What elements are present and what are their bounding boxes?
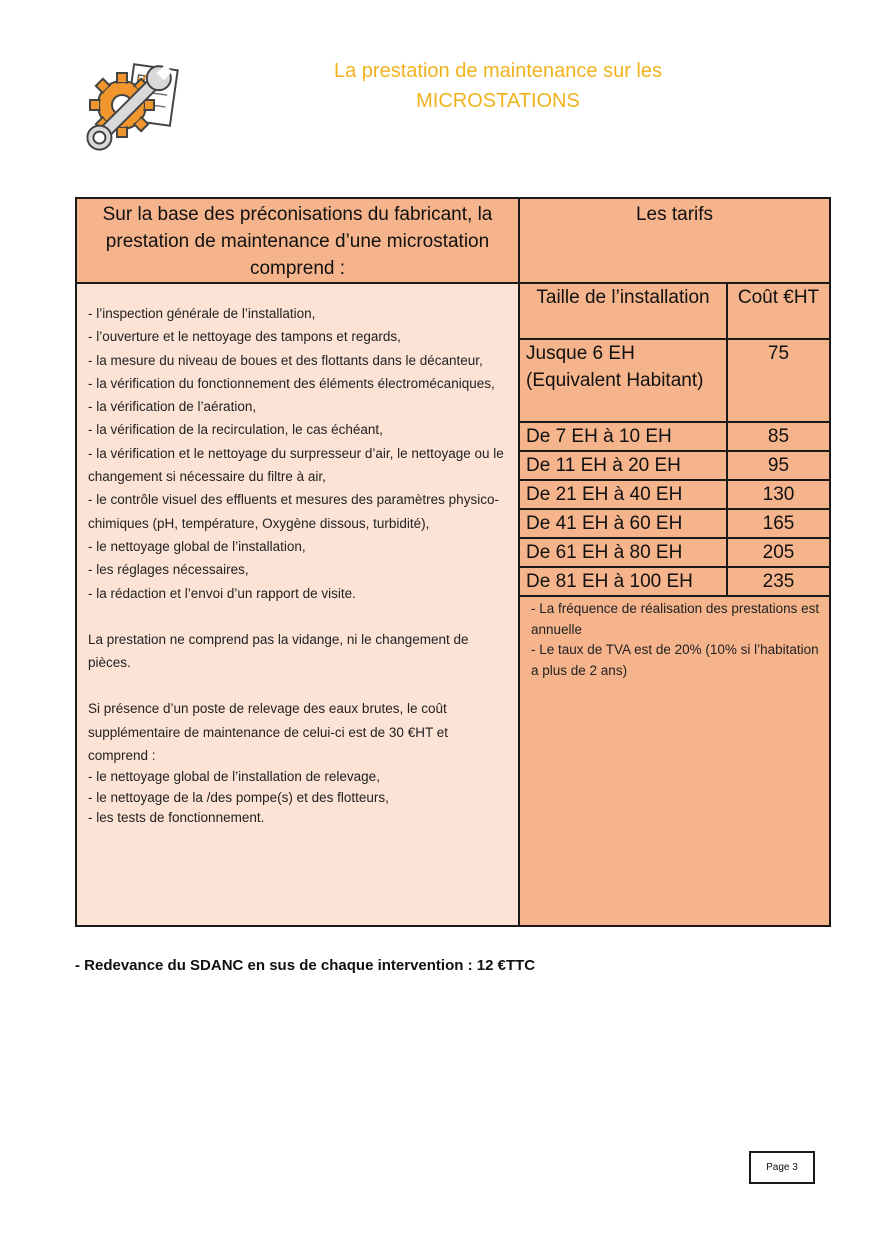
size-cell: De 21 EH à 40 EH bbox=[520, 480, 727, 509]
relevage-item: - le nettoyage de la /des pompe(s) et des flotteurs, bbox=[88, 789, 389, 805]
scope-item: - l’inspection générale de l’installation, bbox=[88, 306, 316, 321]
scope-item: - la vérification de la recirculation, le cas échéant, bbox=[88, 422, 383, 438]
relevage-item: - le nettoyage global de l’installation de relevage, bbox=[88, 769, 380, 785]
cost-cell: 235 bbox=[727, 567, 829, 596]
size-cell: De 11 EH à 20 EH bbox=[520, 451, 727, 480]
table-row bbox=[520, 538, 829, 567]
scope-item: - la mesure du niveau de boues et des flottants dans le décanteur, bbox=[88, 352, 483, 368]
table-row bbox=[520, 422, 829, 451]
size-cell: Jusque 6 EH (Equivalent Habitant) bbox=[520, 339, 727, 422]
cost-column-header: Coût €HT bbox=[727, 284, 829, 339]
size-cell: De 61 EH à 80 EH bbox=[520, 538, 727, 567]
cost-cell: 130 bbox=[727, 480, 829, 509]
tariffs-header-row bbox=[520, 284, 829, 339]
scope-body bbox=[77, 284, 520, 925]
cost-cell: 165 bbox=[727, 509, 829, 538]
size-cell: De 81 EH à 100 EH bbox=[520, 567, 727, 596]
scope-item: - la vérification du fonctionnement des éléments électromécaniques, bbox=[88, 375, 495, 391]
tariffs-notes bbox=[520, 597, 829, 681]
note-item: - La fréquence de réalisation des prestations est annuelle bbox=[531, 601, 820, 637]
exclusion-text: La prestation ne comprend pas la vidange, ni le changement de pièces. bbox=[88, 631, 469, 671]
tariffs-heading: Les tarifs bbox=[520, 199, 829, 284]
tariffs-body bbox=[520, 284, 829, 925]
scope-item: - la rédaction et l’envoi d’un rapport de visite. bbox=[88, 585, 356, 601]
tariffs-table bbox=[520, 284, 829, 597]
page-number: Page 3 bbox=[749, 1151, 815, 1184]
relevage-intro: Si présence d’un poste de relevage des eaux brutes, le coût supplémentaire de maintenance de celui-ci est de 30 €HT et comprend : bbox=[88, 701, 448, 764]
title-line-1: La prestation de maintenance sur les bbox=[334, 60, 662, 82]
title-line-2: MICROSTATIONS bbox=[416, 90, 580, 112]
cost-cell: 75 bbox=[727, 339, 829, 422]
size-column-header: Taille de l’installation bbox=[520, 284, 727, 339]
scope-item: - le nettoyage global de l’installation, bbox=[88, 538, 306, 554]
table-row bbox=[520, 509, 829, 538]
page-title bbox=[250, 56, 746, 116]
cost-cell: 95 bbox=[727, 451, 829, 480]
table-row bbox=[520, 567, 829, 596]
scope-item: - la vérification de l’aération, bbox=[88, 399, 257, 415]
scope-item: - la vérification et le nettoyage du surpresseur d’air, le nettoyage ou le changement si nécessaire du filtre à air, bbox=[88, 445, 504, 485]
wrench-gear-checklist-icon bbox=[72, 55, 182, 165]
maintenance-table bbox=[75, 197, 831, 927]
table-row bbox=[520, 480, 829, 509]
scope-item: - l’ouverture et le nettoyage des tampons et regards, bbox=[88, 329, 401, 345]
scope-item: - les réglages nécessaires, bbox=[88, 562, 249, 578]
cost-cell: 205 bbox=[727, 538, 829, 567]
relevage-item: - les tests de fonctionnement. bbox=[88, 810, 265, 826]
cost-cell: 85 bbox=[727, 422, 829, 451]
redevance-note: - Redevance du SDANC en sus de chaque intervention : 12 €TTC bbox=[75, 957, 536, 974]
size-cell: De 7 EH à 10 EH bbox=[520, 422, 727, 451]
scope-heading: Sur la base des préconisations du fabricant, la prestation de maintenance d’une microstation comprend : bbox=[77, 199, 520, 284]
table-row bbox=[520, 451, 829, 480]
table-row bbox=[520, 339, 829, 422]
note-item: - Le taux de TVA est de 20% (10% si l’habitation a plus de 2 ans) bbox=[531, 642, 819, 678]
scope-item: - le contrôle visuel des effluents et mesures des paramètres physico-chimiques (pH, température, Oxygène dissous, turbidité), bbox=[88, 492, 499, 531]
size-cell: De 41 EH à 60 EH bbox=[520, 509, 727, 538]
